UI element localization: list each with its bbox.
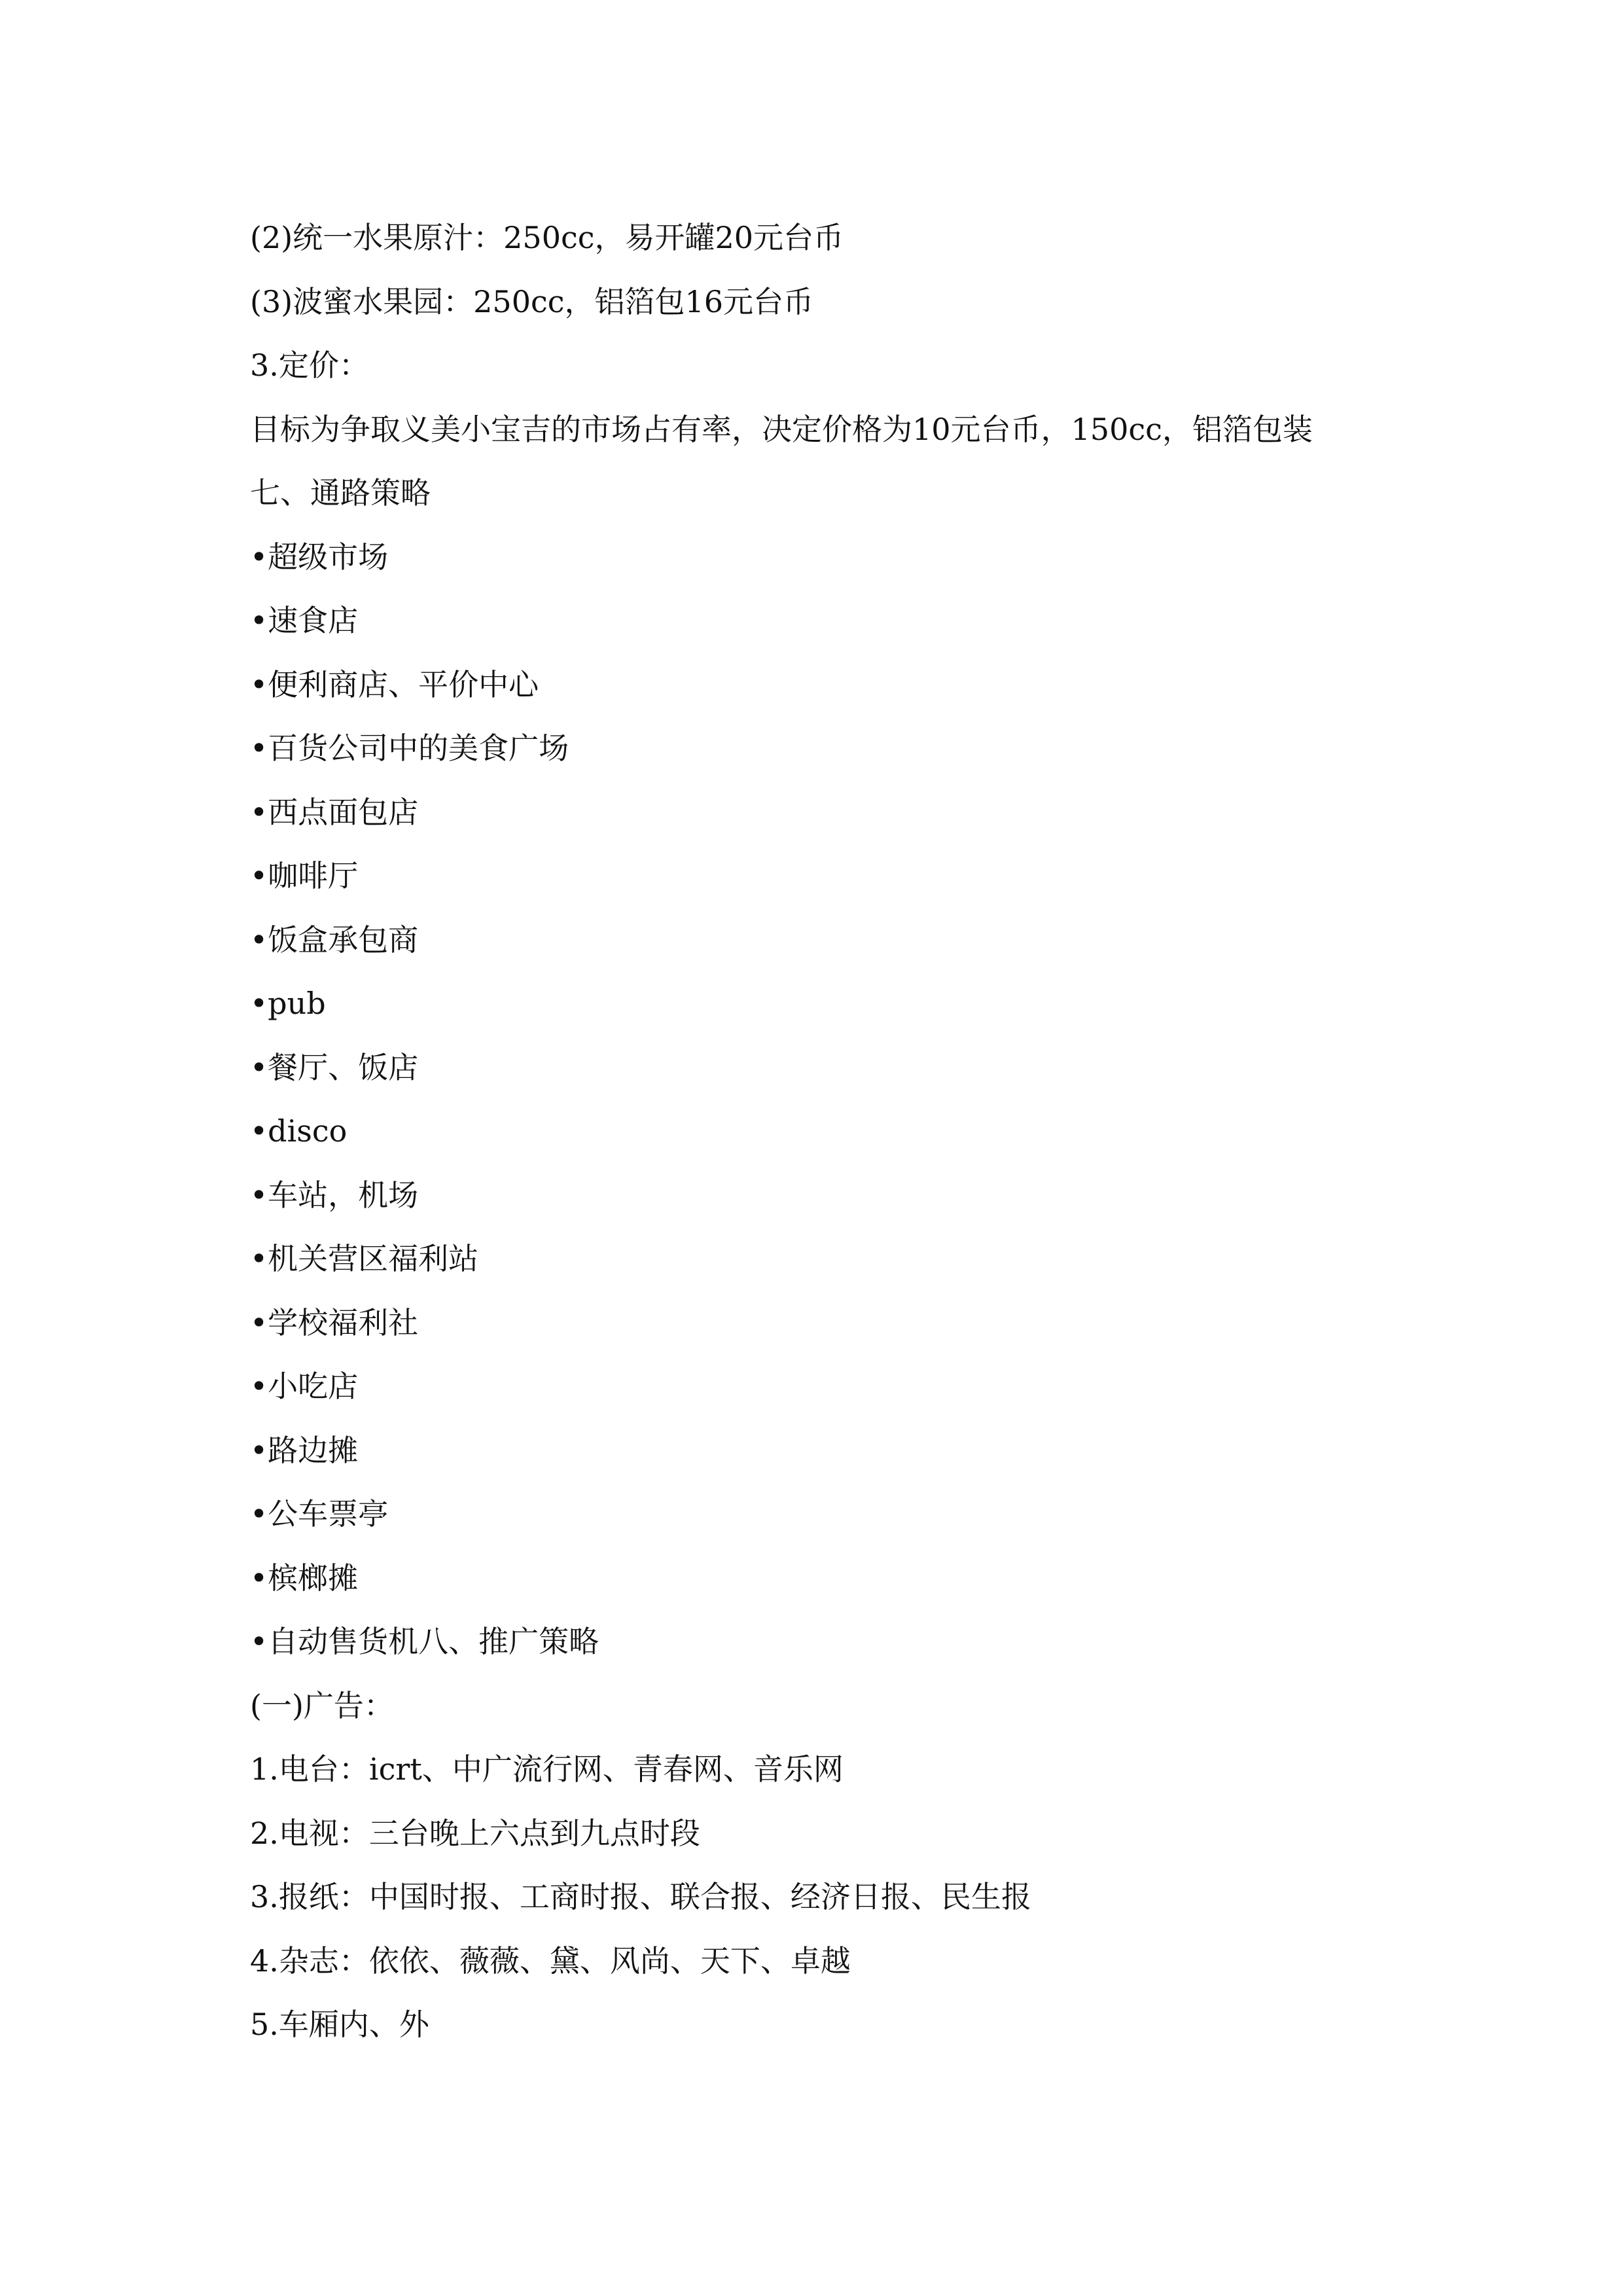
channel-list-item: •学校福利社 xyxy=(250,1304,419,1340)
channel-list-item: •速食店 xyxy=(250,603,359,638)
channel-list-item: •便利商店、平价中心 xyxy=(250,666,539,702)
channel-list-item: •路边摊 xyxy=(250,1432,359,1468)
advertising-item: 3.报纸：中国时报、工商时报、联合报、经济日报、民生报 xyxy=(250,1879,1031,1914)
channel-list-item: •咖啡厅 xyxy=(250,858,359,893)
channel-list-item: •餐厅、饭店 xyxy=(250,1049,419,1085)
channel-strategy-heading: 七、通路策略 xyxy=(250,475,431,511)
advertising-item: 5.车厢内、外 xyxy=(250,2007,429,2042)
advertising-item: 1.电台：icrt、中广流行网、青春网、音乐网 xyxy=(250,1751,844,1787)
advertising-item: 4.杂志：依依、薇薇、黛、风尚、天下、卓越 xyxy=(250,1943,851,1979)
channel-list-item: •disco xyxy=(250,1113,348,1149)
channel-list-item: •百货公司中的美食广场 xyxy=(250,730,569,766)
channel-list-item: •西点面包店 xyxy=(250,794,419,830)
juice-competitor-line: (2)统一水果原汁：250cc，易开罐20元台币 xyxy=(250,220,844,255)
channel-list-item: •槟榔摊 xyxy=(250,1560,359,1596)
channel-list-item: •机关营区福利站 xyxy=(250,1241,479,1276)
pricing-text: 目标为争取义美小宝吉的市场占有率，决定价格为10元台币，150cc，铝箔包装 xyxy=(250,411,1313,447)
channel-list-item: •pub xyxy=(250,986,326,1021)
document-body xyxy=(250,206,1493,2057)
channel-list-item: •饭盒承包商 xyxy=(250,922,419,958)
channel-list-item: •小吃店 xyxy=(250,1369,359,1404)
channel-list-item: •超级市场 xyxy=(250,539,389,575)
channel-list-item: •自动售货机八、推广策略 xyxy=(250,1624,599,1659)
channel-list-item: •公车票亭 xyxy=(250,1496,389,1532)
channel-list-item: •车站，机场 xyxy=(250,1177,419,1213)
pricing-heading: 3.定价： xyxy=(250,348,369,383)
juice-competitor-line: (3)波蜜水果园：250cc，铝箔包16元台币 xyxy=(250,283,814,319)
advertising-heading: (一)广告： xyxy=(250,1687,394,1723)
advertising-item: 2.电视：三台晚上六点到九点时段 xyxy=(250,1815,700,1851)
